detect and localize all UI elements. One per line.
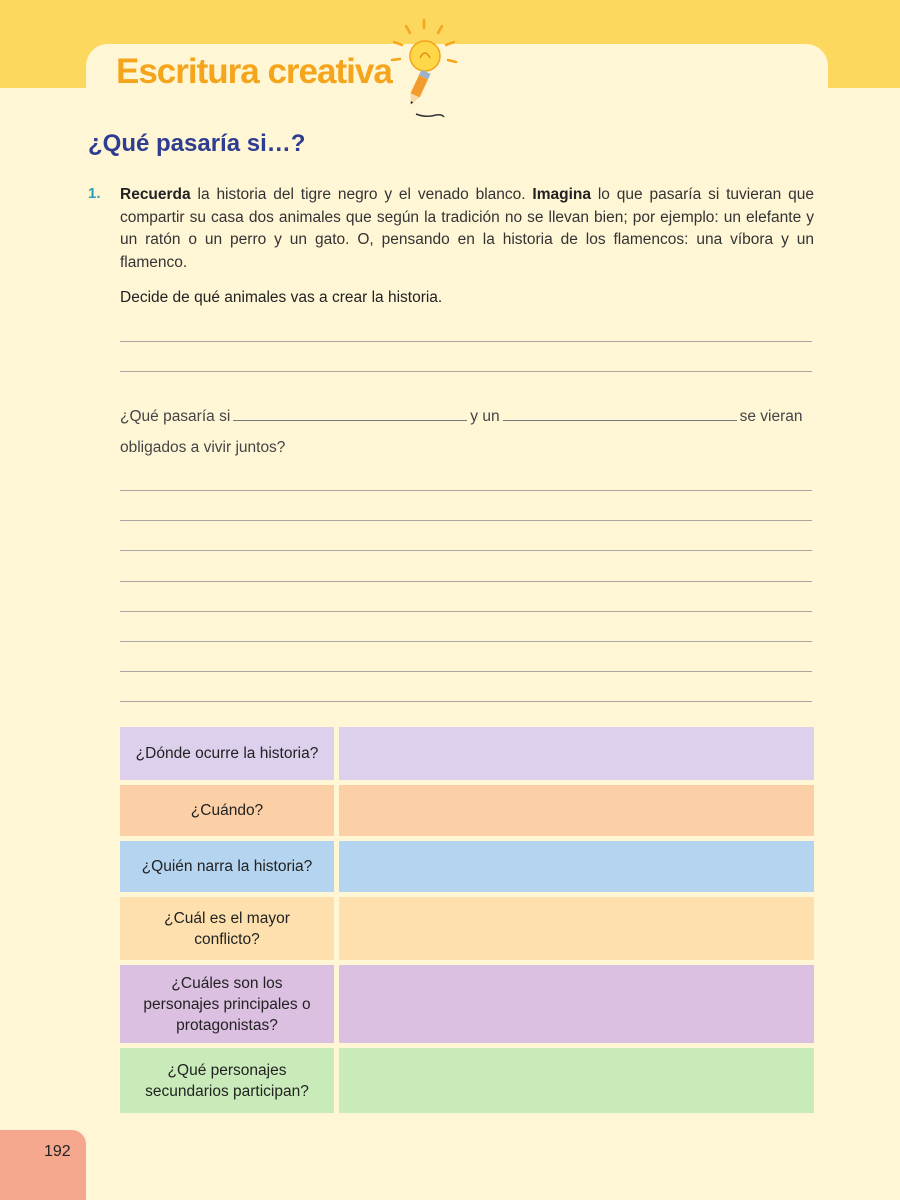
lightbulb-pencil-icon xyxy=(384,18,464,118)
question-mid: y un xyxy=(470,408,500,425)
table-row-secundarios xyxy=(120,1048,814,1113)
row-label-conflicto: ¿Cuál es el mayor conflicto? xyxy=(120,897,334,960)
blank-animal-1[interactable] xyxy=(233,419,467,421)
row-label-secundarios: ¿Qué personajes secundarios participan? xyxy=(120,1048,334,1113)
row-label-quien: ¿Quién narra la historia? xyxy=(120,841,334,892)
exercise-number: 1. xyxy=(88,185,101,202)
story-planning-table xyxy=(120,727,814,1118)
row-answer-quien[interactable] xyxy=(339,841,814,892)
table-row-protagonistas xyxy=(120,965,814,1043)
answer-line-7[interactable] xyxy=(120,611,812,612)
exercise-paragraph xyxy=(120,184,814,274)
row-answer-protagonistas[interactable] xyxy=(339,965,814,1043)
paragraph-text-1: la historia del tigre negro y el venado blanco. xyxy=(190,186,533,203)
answer-line-3[interactable] xyxy=(120,490,812,491)
answer-line-10[interactable] xyxy=(120,701,812,702)
question-start: ¿Qué pasaría si xyxy=(120,408,231,425)
question-row xyxy=(120,408,814,426)
row-label-cuando: ¿Cuándo? xyxy=(120,785,334,836)
answer-line-2[interactable] xyxy=(120,371,812,372)
row-label-donde: ¿Dónde ocurre la historia? xyxy=(120,727,334,780)
row-answer-donde[interactable] xyxy=(339,727,814,780)
answer-line-6[interactable] xyxy=(120,581,812,582)
page-number: 192 xyxy=(44,1143,71,1160)
page-number-tab xyxy=(0,1130,86,1200)
row-answer-secundarios[interactable] xyxy=(339,1048,814,1113)
table-row-donde xyxy=(120,727,814,780)
answer-line-5[interactable] xyxy=(120,550,812,551)
row-label-protagonistas: ¿Cuáles son los personajes principales o protagonistas? xyxy=(120,965,334,1043)
keyword-imagina: Imagina xyxy=(532,186,591,203)
answer-line-9[interactable] xyxy=(120,671,812,672)
paragraph-text-2: lo que pasaría si tuvieran que compartir su casa dos animales que según la tradición no se llevan bien; por ejemplo: un elefante y un ratón o un perro y un gato. O, pensando en la historia de los flamencos: una víbora y un flamenco. xyxy=(120,186,814,271)
answer-line-8[interactable] xyxy=(120,641,812,642)
table-row-quien xyxy=(120,841,814,892)
question-end: se vieran xyxy=(739,408,803,425)
answer-line-4[interactable] xyxy=(120,520,812,521)
keyword-recuerda: Recuerda xyxy=(120,186,191,203)
instruction-text: Decide de qué animales vas a crear la historia. xyxy=(120,289,443,306)
page-subtitle: ¿Qué pasaría si…? xyxy=(88,130,306,157)
section-title: Escritura creativa xyxy=(116,52,392,91)
row-answer-conflicto[interactable] xyxy=(339,897,814,960)
blank-animal-2[interactable] xyxy=(503,419,737,421)
table-row-conflicto xyxy=(120,897,814,960)
question-continuation: obligados a vivir juntos? xyxy=(120,439,286,456)
answer-line-1[interactable] xyxy=(120,341,812,342)
table-row-cuando xyxy=(120,785,814,836)
row-answer-cuando[interactable] xyxy=(339,785,814,836)
